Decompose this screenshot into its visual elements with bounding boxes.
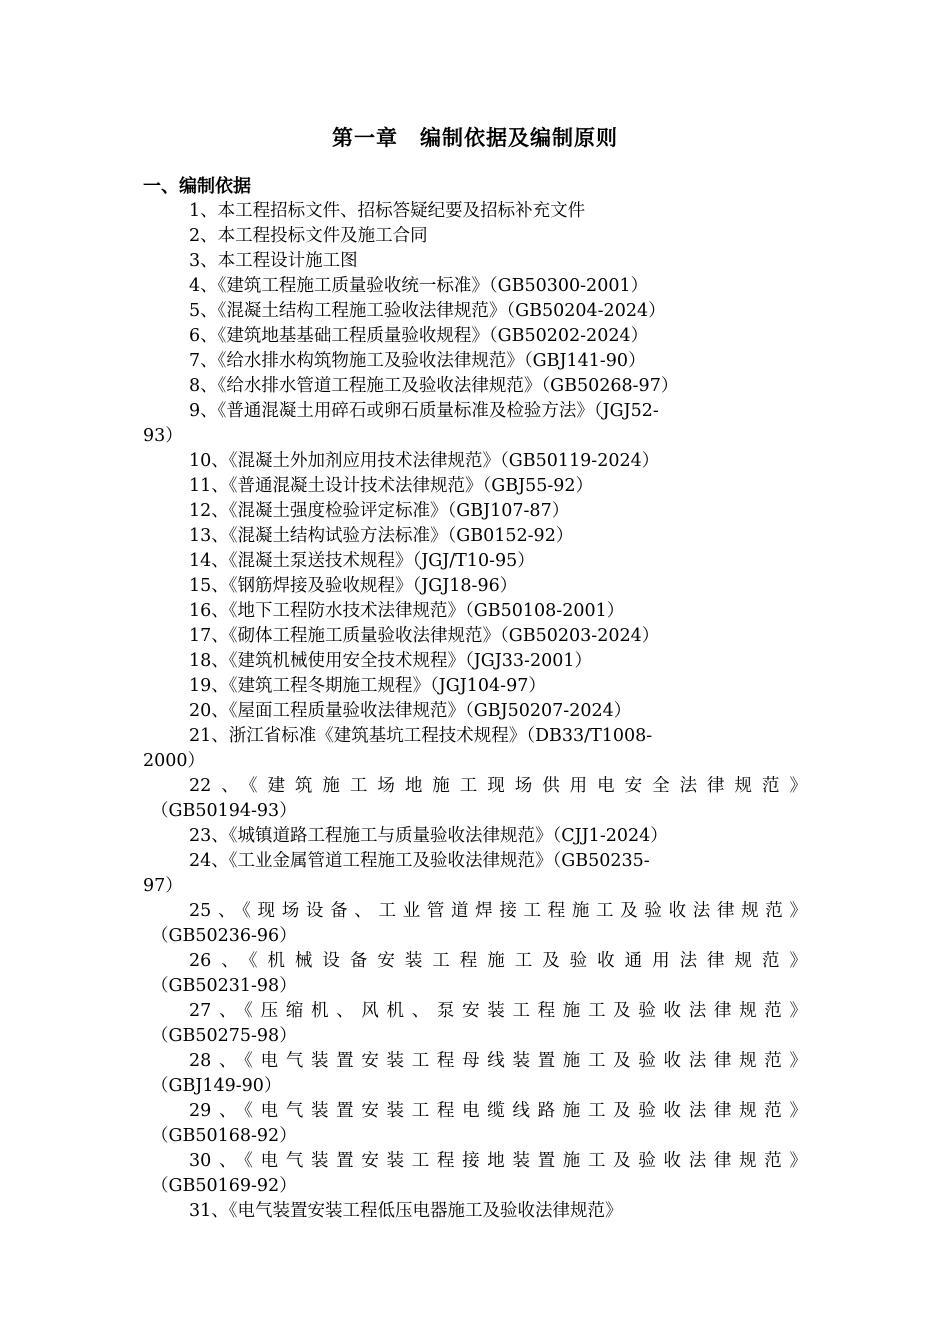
list-item bbox=[143, 624, 813, 649]
list-item-continuation: （GB50275-98） bbox=[151, 1026, 297, 1046]
list-item bbox=[143, 249, 813, 274]
list-item bbox=[143, 199, 813, 224]
list-item-text: 6、《建筑地基基础工程质量验收规程》（GB50202-2024） bbox=[189, 326, 649, 346]
list-item-text: 24、《工业金属管道工程施工及验收法律规范》（GB50235- bbox=[189, 851, 650, 871]
list-item bbox=[143, 1049, 813, 1099]
list-item-text: 26、《机械设备安装工程施工及验收通用法律规范》 bbox=[189, 951, 807, 971]
list-item-text: 25、《现场设备、工业管道焊接工程施工及验收法律规范》 bbox=[189, 901, 807, 921]
list-item bbox=[143, 574, 813, 599]
list-item bbox=[143, 449, 813, 474]
list-item-text: 17、《砌体工程施工质量验收法律规范》（GB50203-2024） bbox=[189, 626, 660, 646]
list-item-text: 7、《给水排水构筑物施工及验收法律规范》（GBJ141-90） bbox=[189, 351, 646, 371]
list-item-text: 15、《钢筋焊接及验收规程》（JGJ18-96） bbox=[189, 576, 518, 596]
list-item bbox=[143, 949, 813, 999]
list-item-text: 4、《建筑工程施工质量验收统一标准》（GB50300-2001） bbox=[189, 276, 649, 296]
list-item-continuation: 2000） bbox=[143, 751, 206, 771]
list-item bbox=[143, 774, 813, 824]
list-item bbox=[143, 1199, 813, 1224]
list-item bbox=[143, 324, 813, 349]
list-item-text: 11、《普通混凝土设计技术法律规范》（GBJ55-92） bbox=[189, 476, 594, 496]
list-item-text: 3、本工程设计施工图 bbox=[189, 251, 358, 271]
list-item bbox=[143, 374, 813, 399]
list-item-text: 29、《电气装置安装工程电缆线路施工及验收法律规范》 bbox=[189, 1101, 807, 1121]
list-item-text: 27、《压缩机、风机、泵安装工程施工及验收法律规范》 bbox=[189, 1001, 807, 1021]
list-item bbox=[143, 499, 813, 524]
list-item-text: 18、《建筑机械使用安全技术规程》（JGJ33-2001） bbox=[189, 651, 592, 671]
list-item-continuation: （GB50236-96） bbox=[151, 926, 297, 946]
list-item bbox=[143, 224, 813, 249]
list-item-text: 12、《混凝土强度检验评定标准》（GBJ107-87） bbox=[189, 501, 570, 521]
list-item-text: 30、《电气装置安装工程接地装置施工及验收法律规范》 bbox=[189, 1151, 807, 1171]
list-item-text: 13、《混凝土结构试验方法标准》（GB0152-92） bbox=[189, 526, 574, 546]
list-item-text: 1、本工程招标文件、招标答疑纪要及招标补充文件 bbox=[189, 201, 586, 221]
chapter-title: 第一章 编制依据及编制原则 bbox=[332, 125, 618, 150]
list-item-continuation: （GB50231-98） bbox=[151, 976, 297, 996]
list-item-text: 9、《普通混凝土用碎石或卵石质量标准及检验方法》（JGJ52- bbox=[189, 401, 659, 421]
list-item bbox=[143, 1099, 813, 1149]
list-item-text: 14、《混凝土泵送技术规程》（JGJ/T10-95） bbox=[189, 551, 535, 571]
list-item bbox=[143, 399, 813, 449]
list-item-text: 20、《屋面工程质量验收法律规范》（GBJ50207-2024） bbox=[189, 701, 632, 721]
list-item bbox=[143, 599, 813, 624]
list-item bbox=[143, 524, 813, 549]
list-item bbox=[143, 699, 813, 724]
list-item bbox=[143, 824, 813, 849]
list-item bbox=[143, 299, 813, 324]
list-item-text: 10、《混凝土外加剂应用技术法律规范》（GB50119-2024） bbox=[189, 451, 660, 471]
list-item bbox=[143, 274, 813, 299]
list-item-text: 23、《城镇道路工程施工与质量验收法律规范》（CJJ1-2024） bbox=[189, 826, 668, 846]
list-item bbox=[143, 474, 813, 499]
list-item bbox=[143, 349, 813, 374]
list-item bbox=[143, 999, 813, 1049]
section-heading: 一、编制依据 bbox=[143, 176, 251, 197]
list-item bbox=[143, 674, 813, 699]
list-item bbox=[143, 899, 813, 949]
list-item-continuation: （GBJ149-90） bbox=[151, 1076, 282, 1096]
list-item-text: 31、《电气装置安装工程低压电器施工及验收法律规范》 bbox=[189, 1201, 623, 1221]
list-item-text: 2、本工程投标文件及施工合同 bbox=[189, 226, 428, 246]
list-item-text: 8、《给水排水管道工程施工及验收法律规范》（GB50268-97） bbox=[189, 376, 679, 396]
reference-list bbox=[143, 199, 813, 1224]
list-item-text: 28、《电气装置安装工程母线装置施工及验收法律规范》 bbox=[189, 1051, 807, 1071]
list-item-continuation: （GB50169-92） bbox=[151, 1176, 297, 1196]
list-item bbox=[143, 849, 813, 899]
list-item bbox=[143, 1149, 813, 1199]
list-item-continuation: （GB50168-92） bbox=[151, 1126, 297, 1146]
list-item bbox=[143, 649, 813, 674]
list-item-text: 16、《地下工程防水技术法律规范》（GB50108-2001） bbox=[189, 601, 625, 621]
list-item-continuation: 97） bbox=[143, 876, 183, 896]
list-item-text: 22、《建筑施工场地施工现场供用电安全法律规范》 bbox=[189, 776, 807, 796]
list-item bbox=[143, 549, 813, 574]
list-item-text: 21、浙江省标准《建筑基坑工程技术规程》（DB33/T1008- bbox=[189, 726, 653, 746]
list-item-continuation: 93） bbox=[143, 426, 183, 446]
list-item-text: 19、《建筑工程冬期施工规程》（JGJ104-97） bbox=[189, 676, 546, 696]
list-item-text: 5、《混凝土结构工程施工验收法律规范》（GB50204-2024） bbox=[189, 301, 666, 321]
list-item-continuation: （GB50194-93） bbox=[151, 801, 297, 821]
list-item bbox=[143, 724, 813, 774]
